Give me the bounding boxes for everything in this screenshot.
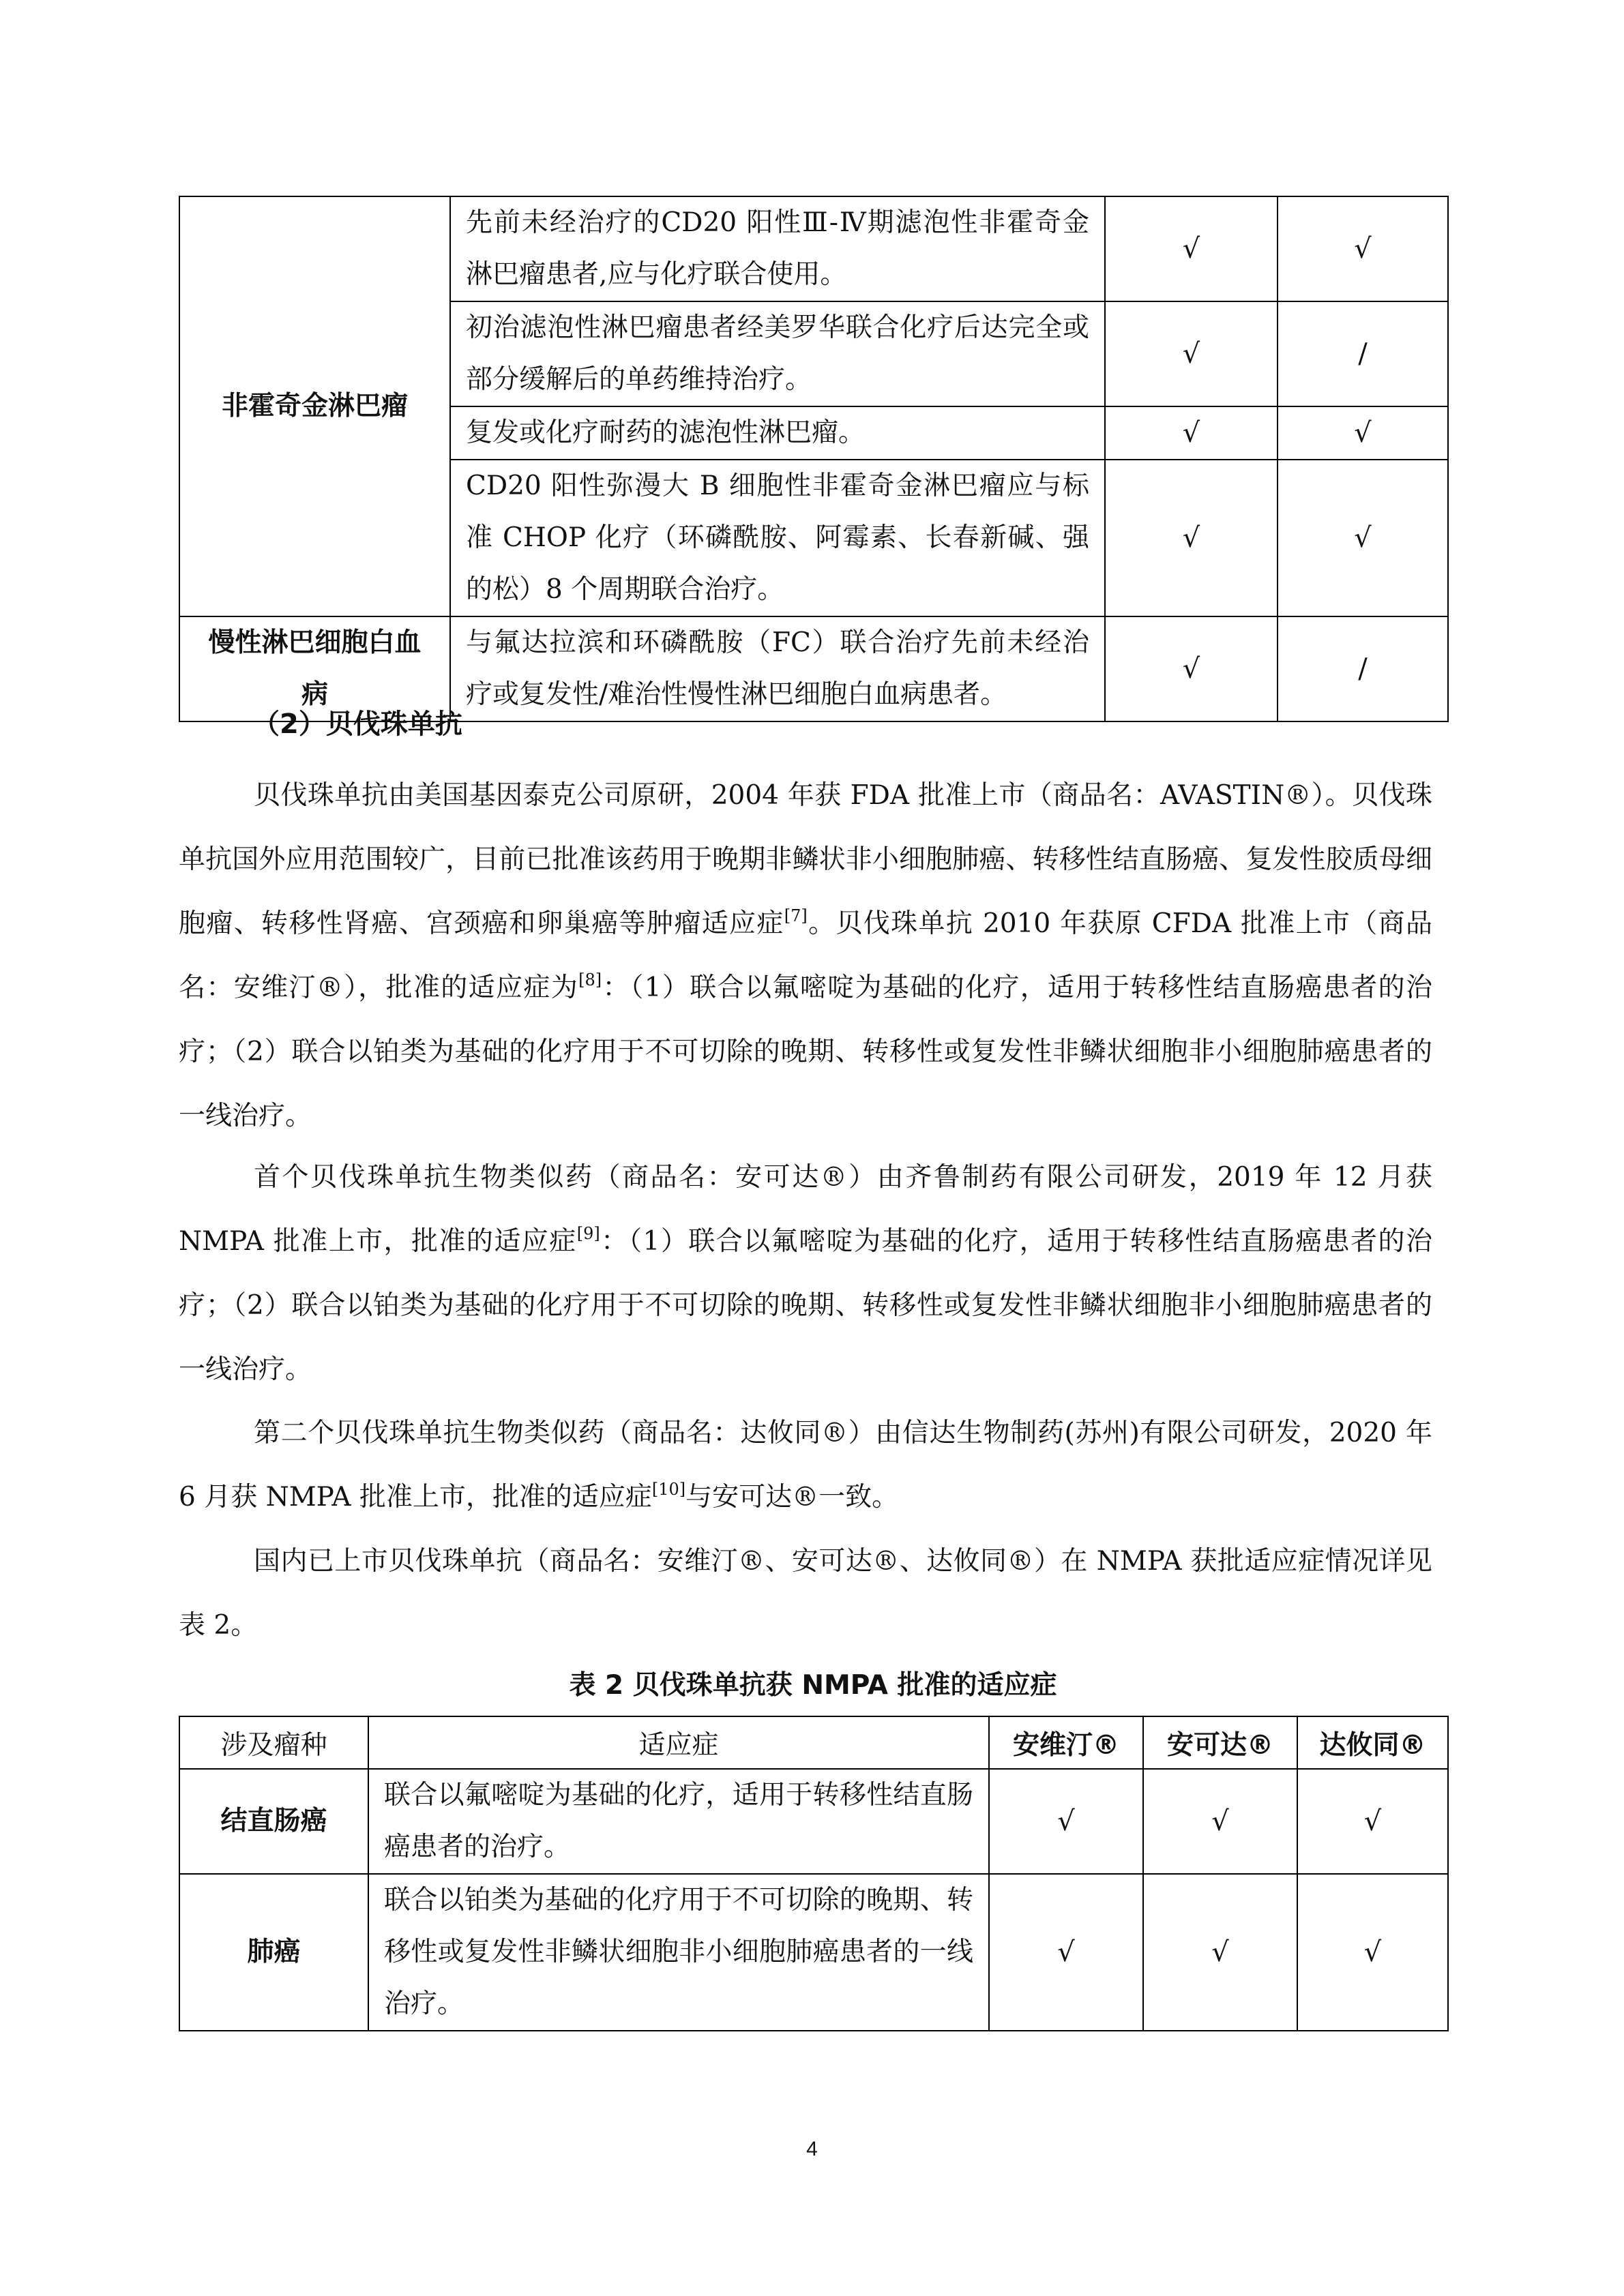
category-line: 慢性淋巴细胞白血 bbox=[208, 627, 422, 658]
indication-cell: 初治滤泡性淋巴瘤患者经美罗华联合化疗后达完全或部分缓解后的单药维持治疗。 bbox=[450, 301, 1105, 406]
citation: [9] bbox=[576, 1224, 600, 1243]
citation: [10] bbox=[651, 1480, 686, 1499]
check-mark: / bbox=[1278, 616, 1448, 721]
indication-cell: 联合以氟嘧啶为基础的化疗，适用于转移性结直肠癌患者的治疗。 bbox=[368, 1769, 989, 1874]
check-mark: √ bbox=[1297, 1874, 1448, 2031]
column-header: 适应症 bbox=[368, 1716, 989, 1769]
table-row bbox=[179, 1874, 1448, 2031]
category-line: 病 bbox=[301, 679, 328, 710]
rituximab-indication-table bbox=[179, 196, 1449, 722]
paragraph bbox=[179, 764, 1432, 1148]
paragraph: 国内已上市贝伐珠单抗（商品名：安维汀®、安可达®、达攸同®）在 NMPA 获批适应症情况详见表 2。 bbox=[179, 1546, 1432, 1641]
table-header-row bbox=[179, 1716, 1448, 1769]
paragraph-text: 第二个贝伐珠单抗生物类似药（商品名：达攸同®）由信达生物制药(苏州)有限公司研发，2020 年 6 月获 NMPA 批准上市，批准的适应症 bbox=[179, 1418, 1432, 1512]
citation: [8] bbox=[578, 970, 602, 989]
check-mark: √ bbox=[1105, 301, 1278, 406]
paragraph-text: 。贝伐珠单抗 2010 年获原 CFDA 批准上市（商品名：安维汀®），批准的适应症为 bbox=[179, 908, 1432, 1003]
indication-cell: CD20 阳性弥漫大 B 细胞性非霍奇金淋巴瘤应与标准 CHOP 化疗（环磷酰胺、阿霉素、长春新碱、强的松）8 个周期联合治疗。 bbox=[450, 460, 1105, 616]
check-mark: √ bbox=[1105, 196, 1278, 301]
indication-cell: 联合以铂类为基础的化疗用于不可切除的晚期、转移性或复发性非鳞状细胞非小细胞肺癌患者的一线治疗。 bbox=[368, 1874, 989, 2031]
column-header: 达攸同® bbox=[1297, 1716, 1448, 1769]
check-mark: √ bbox=[1105, 616, 1278, 721]
indication-cell: 复发或化疗耐药的滤泡性淋巴瘤。 bbox=[450, 406, 1105, 460]
paragraph bbox=[179, 1146, 1432, 1402]
check-mark: √ bbox=[989, 1874, 1143, 2031]
paragraph-text: 首个贝伐珠单抗生物类似药（商品名：安可达®）由齐鲁制药有限公司研发，2019 年 12 月获 NMPA 批准上市，批准的适应症 bbox=[179, 1162, 1432, 1257]
category-cell: 结直肠癌 bbox=[179, 1769, 368, 1874]
check-mark: √ bbox=[1278, 196, 1448, 301]
table-row bbox=[179, 1769, 1448, 1874]
check-mark: √ bbox=[989, 1769, 1143, 1874]
page-number: 4 bbox=[806, 2138, 818, 2160]
category-cell: 非霍奇金淋巴瘤 bbox=[179, 196, 450, 616]
category-cell: 肺癌 bbox=[179, 1874, 368, 2031]
indication-cell: 先前未经治疗的CD20 阳性Ⅲ-Ⅳ期滤泡性非霍奇金淋巴瘤患者,应与化疗联合使用。 bbox=[450, 196, 1105, 301]
column-header: 安维汀® bbox=[989, 1716, 1143, 1769]
bevacizumab-indication-table bbox=[179, 1716, 1449, 2031]
paragraph-text: ：（1）联合以氟嘧啶为基础的化疗，适用于转移性结直肠癌患者的治疗；（2）联合以铂类为基础的化疗用于不可切除的晚期、转移性或复发性非鳞状细胞非小细胞肺癌患者的一线治疗。 bbox=[179, 1226, 1432, 1385]
paragraph-text: 与安可达®一致。 bbox=[685, 1482, 899, 1512]
table-row bbox=[179, 196, 1448, 301]
check-mark: √ bbox=[1278, 406, 1448, 460]
paragraph bbox=[179, 1401, 1432, 1530]
check-mark: √ bbox=[1143, 1769, 1297, 1874]
column-header: 安可达® bbox=[1143, 1716, 1297, 1769]
paragraph-text: 贝伐珠单抗由美国基因泰克公司原研，2004 年获 FDA 批准上市（商品名：AVASTIN®）。贝伐珠单抗国外应用范围较广，目前已批准该药用于晚期非鳞状非小细胞肺癌、转移性结直肠癌、复发性胶质母细胞瘤、转移性肾癌、宫颈癌和卵巢癌等肿瘤适应症 bbox=[179, 780, 1432, 939]
check-mark: √ bbox=[1297, 1769, 1448, 1874]
check-mark: / bbox=[1278, 301, 1448, 406]
column-header: 涉及瘤种 bbox=[179, 1716, 368, 1769]
section-heading: （2）贝伐珠单抗 bbox=[252, 709, 462, 740]
citation: [7] bbox=[784, 906, 808, 925]
check-mark: √ bbox=[1105, 460, 1278, 616]
check-mark: √ bbox=[1143, 1874, 1297, 2031]
check-mark: √ bbox=[1105, 406, 1278, 460]
paragraph-text: ：（1）联合以氟嘧啶为基础的化疗，适用于转移性结直肠癌患者的治疗；（2）联合以铂类为基础的化疗用于不可切除的晚期、转移性或复发性非鳞状细胞非小细胞肺癌患者的一线治疗。 bbox=[179, 972, 1432, 1131]
table-caption: 表 2 贝伐珠单抗获 NMPA 批准的适应症 bbox=[569, 1670, 1057, 1701]
indication-cell: 与氟达拉滨和环磷酰胺（FC）联合治疗先前未经治疗或复发性/难治性慢性淋巴细胞白血病患者。 bbox=[450, 616, 1105, 721]
check-mark: √ bbox=[1278, 460, 1448, 616]
